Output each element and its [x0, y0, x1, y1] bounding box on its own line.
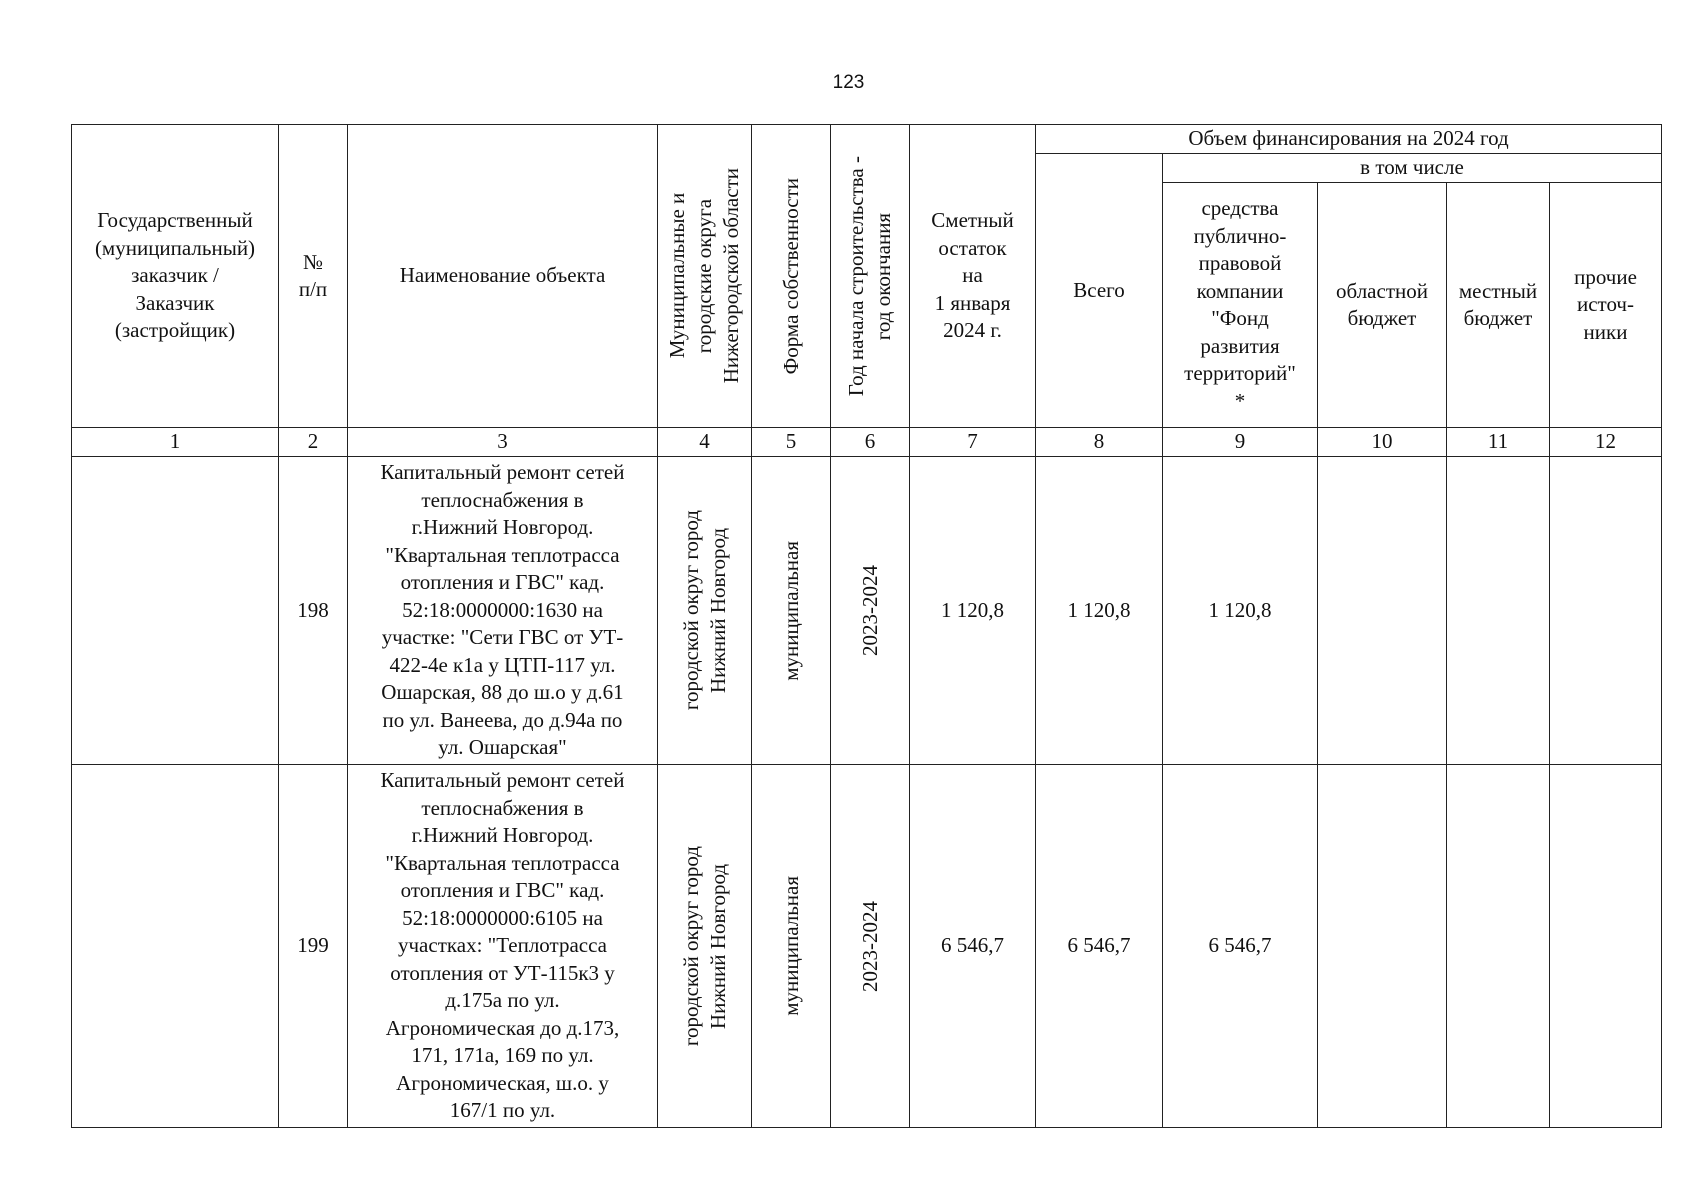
column-number: 7: [910, 428, 1036, 457]
header-number: № п/п: [279, 125, 348, 428]
row-object-name: Капитальный ремонт сетей теплоснабжения в г.Нижний Новгород. "Квартальная теплотрасса отопления и ГВС" кад. 52:18:0000000:1630 на участке: "Сети ГВС от УТ- 422-4е к1а у ЦТП-117 ул. Ошарская, 88 до ш.о у д.61 по ул. Ванеева, до д.94а по ул. Ошарская": [348, 457, 658, 765]
header-funding-group: Объем финансирования на 2024 год: [1036, 125, 1662, 154]
row-municipality: городской округ город Нижний Новгород: [658, 765, 752, 1128]
row-years: 2023-2024: [831, 765, 910, 1128]
header-other: прочие источ- ники: [1550, 183, 1662, 428]
row-total: 6 546,7: [1036, 765, 1163, 1128]
row-local: [1447, 765, 1550, 1128]
column-number: 5: [752, 428, 831, 457]
header-total: Всего: [1036, 154, 1163, 428]
column-number: 1: [72, 428, 279, 457]
header-municipality: Муниципальные и городские округа Нижегородской области: [658, 125, 752, 428]
row-regional: [1318, 765, 1447, 1128]
column-number: 11: [1447, 428, 1550, 457]
table-row: [72, 457, 1662, 765]
column-number: 6: [831, 428, 910, 457]
row-object-name: Капитальный ремонт сетей теплоснабжения в г.Нижний Новгород. "Квартальная теплотрасса отопления и ГВС" кад. 52:18:0000000:6105 на участках: "Теплотрасса отопления от УТ-115к3 у д.175а по ул. Агрономическая до д.173, 171, 171а, 169 по ул. Агрономическая, ш.о. у 167/1 по ул.: [348, 765, 658, 1128]
column-number: 2: [279, 428, 348, 457]
header-local: местный бюджет: [1447, 183, 1550, 428]
page-number: 123: [832, 72, 865, 93]
column-number: 3: [348, 428, 658, 457]
row-years: 2023-2024: [831, 457, 910, 765]
row-number: 198: [279, 457, 348, 765]
row-other: [1550, 765, 1662, 1128]
row-customer: [72, 765, 279, 1128]
column-number: 4: [658, 428, 752, 457]
column-number: 12: [1550, 428, 1662, 457]
financing-table: [71, 124, 1662, 1128]
row-local: [1447, 457, 1550, 765]
row-regional: [1318, 457, 1447, 765]
table-row: [72, 765, 1662, 1128]
header-fund: средства публично- правовой компании "Фонд развития территорий" *: [1163, 183, 1318, 428]
column-number-row: [72, 428, 1662, 457]
header-including: в том числе: [1163, 154, 1662, 183]
column-number: 10: [1318, 428, 1447, 457]
header-estimate: Сметный остаток на 1 января 2024 г.: [910, 125, 1036, 428]
header-object-name: Наименование объекта: [348, 125, 658, 428]
row-estimate: 1 120,8: [910, 457, 1036, 765]
row-ownership: муниципальная: [752, 765, 831, 1128]
row-number: 199: [279, 765, 348, 1128]
row-ownership: муниципальная: [752, 457, 831, 765]
row-total: 1 120,8: [1036, 457, 1163, 765]
header-years: Год начала строительства - год окончания: [831, 125, 910, 428]
header-row-1: [72, 125, 1662, 154]
header-customer: Государственный (муниципальный) заказчик / Заказчик (застройщик): [72, 125, 279, 428]
header-ownership: Форма собственности: [752, 125, 831, 428]
row-estimate: 6 546,7: [910, 765, 1036, 1128]
row-fund: 6 546,7: [1163, 765, 1318, 1128]
row-customer: [72, 457, 279, 765]
column-number: 8: [1036, 428, 1163, 457]
row-fund: 1 120,8: [1163, 457, 1318, 765]
row-municipality: городской округ город Нижний Новгород: [658, 457, 752, 765]
column-number: 9: [1163, 428, 1318, 457]
header-regional: областной бюджет: [1318, 183, 1447, 428]
row-other: [1550, 457, 1662, 765]
